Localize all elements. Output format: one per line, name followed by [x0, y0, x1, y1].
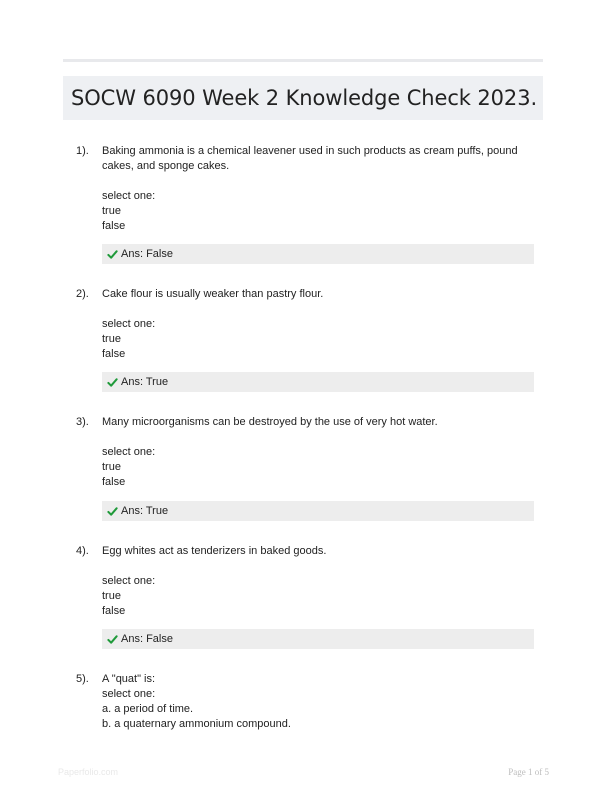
question-3 [102, 415, 534, 490]
question-1-prompt: select one: [102, 190, 156, 202]
question-4-answer-text: Ans: False [121, 633, 173, 645]
question-2-text: Cake flour is usually weaker than pastry flour. [102, 288, 324, 300]
question-2 [102, 287, 534, 362]
check-icon [107, 249, 118, 260]
question-1 [102, 144, 534, 234]
question-5-number: 5). [76, 673, 89, 685]
question-2-prompt: select one: [102, 318, 156, 330]
top-divider [63, 59, 543, 62]
question-4-option-false[interactable]: false [102, 605, 126, 617]
question-2-number: 2). [76, 288, 89, 300]
question-4-answer [102, 629, 534, 649]
title-banner [63, 76, 543, 120]
question-1-text: Baking ammonia is a chemical leavener used in such products as cream puffs, pound cakes, and sponge cakes. [102, 145, 518, 172]
page-title: SOCW 6090 Week 2 Knowledge Check 2023. [71, 86, 538, 110]
question-1-answer-text: Ans: False [121, 248, 173, 260]
check-icon [107, 506, 118, 517]
page-number: Page 1 of 5 [508, 767, 549, 777]
question-3-options [102, 445, 534, 490]
question-1-option-true[interactable]: true [102, 205, 121, 217]
question-3-prompt: select one: [102, 446, 156, 458]
question-5-prompt: select one: [102, 688, 156, 700]
question-2-answer-text: Ans: True [121, 376, 169, 388]
question-3-option-true[interactable]: true [102, 461, 121, 473]
question-4-option-true[interactable]: true [102, 590, 121, 602]
question-4-number: 4). [76, 545, 89, 557]
question-5-text: A "quat" is: [102, 673, 156, 685]
question-4-prompt: select one: [102, 575, 156, 587]
question-2-options [102, 317, 534, 362]
question-2-option-true[interactable]: true [102, 333, 121, 345]
question-1-option-false[interactable]: false [102, 220, 126, 232]
question-5-option-b[interactable]: b. a quaternary ammonium compound. [102, 718, 291, 730]
question-1-answer [102, 244, 534, 264]
footer-watermark: Paperfolio.com [58, 767, 119, 777]
question-3-answer [102, 501, 534, 521]
question-4-text: Egg whites act as tenderizers in baked goods. [102, 545, 327, 557]
question-3-number: 3). [76, 416, 89, 428]
check-icon [107, 377, 118, 388]
question-3-option-false[interactable]: false [102, 476, 126, 488]
question-3-text: Many microorganisms can be destroyed by the use of very hot water. [102, 416, 438, 428]
question-3-answer-text: Ans: True [121, 505, 169, 517]
question-4 [102, 544, 534, 619]
question-4-options [102, 574, 534, 619]
question-5 [102, 672, 534, 732]
question-2-answer [102, 372, 534, 392]
question-5-option-a[interactable]: a. a period of time. [102, 703, 194, 715]
question-2-option-false[interactable]: false [102, 348, 126, 360]
question-1-options [102, 189, 534, 234]
check-icon [107, 634, 118, 645]
question-1-number: 1). [76, 145, 89, 157]
